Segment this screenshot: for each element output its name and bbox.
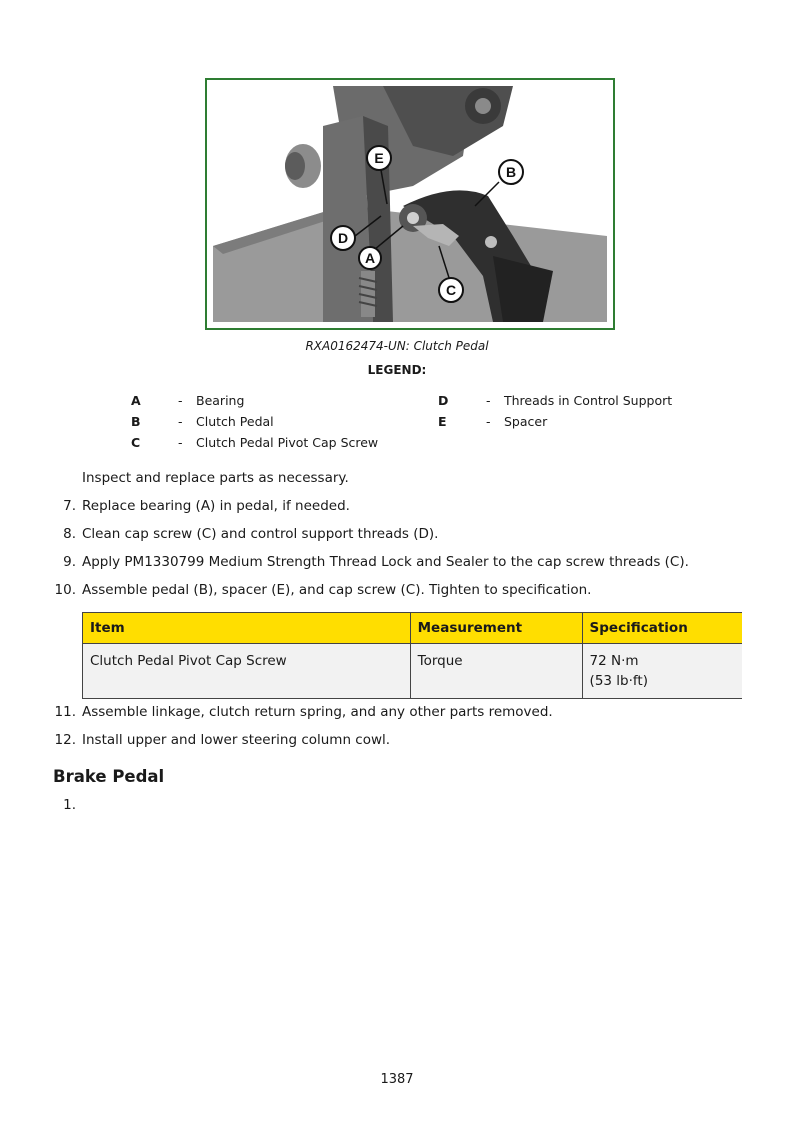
step-number: 1.: [63, 797, 76, 813]
legend-text-e: Spacer: [504, 414, 548, 429]
cell-measurement: Torque: [410, 644, 582, 699]
legend-letter-c: C: [131, 435, 141, 450]
cell-item: Clutch Pedal Pivot Cap Screw: [83, 644, 411, 699]
specification-table: [82, 612, 742, 699]
callout-d: D: [337, 230, 349, 246]
step-number: 9.: [63, 554, 76, 570]
step-number: 10.: [54, 582, 76, 598]
callout-e: E: [374, 150, 384, 166]
step-text: Install upper and lower steering column cowl.: [82, 732, 391, 748]
section-heading: Brake Pedal: [53, 767, 165, 786]
spec-metric: 72 N·m: [589, 653, 639, 669]
legend-text-c: Clutch Pedal Pivot Cap Screw: [196, 435, 379, 450]
intro-paragraph: Inspect and replace parts as necessary.: [82, 470, 349, 486]
callout-c: C: [445, 282, 457, 298]
column-header-specification: Specification: [582, 613, 742, 644]
step-text: Apply PM1330799 Medium Strength Thread Lock and Sealer to the cap screw threads (C).: [82, 554, 689, 570]
figure-frame: [205, 78, 615, 330]
page-number: 1387: [380, 1072, 414, 1087]
step-text: Replace bearing (A) in pedal, if needed.: [82, 498, 350, 514]
table-header-row: [83, 613, 743, 644]
legend-dash: -: [178, 414, 183, 429]
legend-text-a: Bearing: [196, 393, 245, 408]
callout-a: A: [364, 250, 376, 266]
legend-dash: -: [178, 435, 183, 450]
figure-caption: RXA0162474-UN: Clutch Pedal: [305, 339, 489, 353]
step-number: 7.: [63, 498, 76, 514]
cell-specification: [582, 644, 742, 699]
spec-imperial: (53 lb·ft): [589, 673, 648, 689]
column-header-measurement: Measurement: [410, 613, 582, 644]
legend-dash: -: [178, 393, 183, 408]
column-header-item: Item: [83, 613, 411, 644]
legend-title: LEGEND:: [367, 363, 427, 377]
legend-text-b: Clutch Pedal: [196, 414, 274, 429]
step-number: 11.: [54, 704, 76, 720]
step-text: Assemble pedal (B), spacer (E), and cap screw (C). Tighten to specification.: [82, 582, 592, 598]
step-text: Assemble linkage, clutch return spring, and any other parts removed.: [82, 704, 553, 720]
legend-letter-e: E: [438, 414, 447, 429]
callout-b: B: [505, 164, 517, 180]
legend-letter-b: B: [131, 414, 141, 429]
legend-letter-a: A: [131, 393, 141, 408]
step-number: 12.: [54, 732, 76, 748]
legend-text-d: Threads in Control Support: [504, 393, 673, 408]
step-text: Clean cap screw (C) and control support threads (D).: [82, 526, 439, 542]
clutch-pedal-illustration: [213, 86, 607, 322]
legend-dash: -: [486, 393, 491, 408]
step-number: 8.: [63, 526, 76, 542]
table-row: [83, 644, 743, 699]
legend-dash: -: [486, 414, 491, 429]
legend-letter-d: D: [438, 393, 449, 408]
